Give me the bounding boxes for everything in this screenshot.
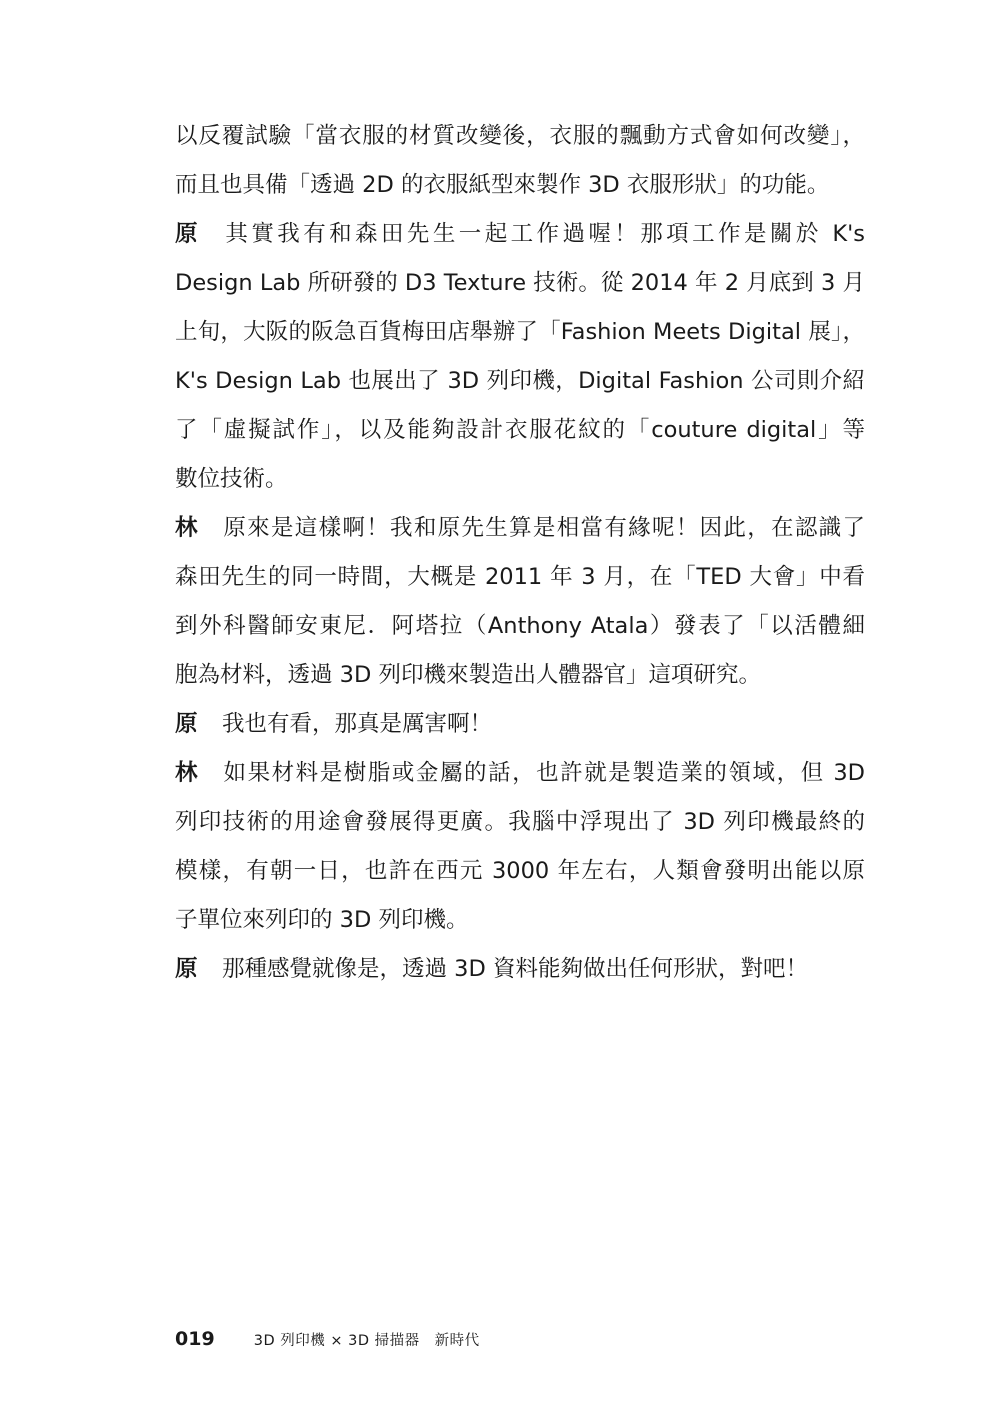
speaker-label: 原 (175, 221, 198, 247)
text-line: 了「虛擬試作」，以及能夠設計衣服花紋的「couture digital」等 (175, 417, 865, 443)
body-text (175, 112, 865, 994)
text-line: 其實我有和森田先生一起工作過喔！那項工作是關於 K's (222, 221, 865, 247)
text-line: 原來是這樣啊！我和原先生算是相當有緣呢！因此，在認識了 (222, 515, 865, 541)
speaker-label: 林 (175, 515, 198, 541)
text-line: 以反覆試驗「當衣服的材質改變後，衣服的飄動方式會如何改變」， (175, 123, 865, 149)
text-line: 如果材料是樹脂或金屬的話，也許就是製造業的領域，但 3D (222, 760, 865, 786)
text-line: 模樣，有朝一日，也許在西元 3000 年左右，人類會發明出能以原 (175, 858, 865, 884)
text-line: 胞為材料，透過 3D 列印機來製造出人體器官」這項研究。 (175, 662, 761, 688)
paragraph (175, 210, 865, 504)
page-footer (175, 1326, 480, 1352)
text-line: 而且也具備「透過 2D 的衣服紙型來製作 3D 衣服形狀」的功能。 (175, 172, 830, 198)
text-line: 到外科醫師安東尼．阿塔拉（Anthony Atala）發表了「以活體細 (175, 613, 865, 639)
text-line: 那種感覺就像是，透過 3D 資料能夠做出任何形狀，對吧！ (222, 956, 808, 982)
paragraph (175, 504, 865, 700)
text-line: K's Design Lab 也展出了 3D 列印機，Digital Fashion 公司則介紹 (175, 368, 865, 394)
text-line: 數位技術。 (175, 466, 288, 492)
paragraph (175, 112, 865, 210)
text-line: 我也有看，那真是厲害啊！ (222, 711, 493, 737)
text-line: 上旬，大阪的阪急百貨梅田店舉辦了「Fashion Meets Digital 展」， (175, 319, 865, 345)
speaker-label: 原 (175, 711, 198, 737)
speaker-label: 林 (175, 760, 198, 786)
paragraph (175, 700, 865, 749)
text-line: Design Lab 所研發的 D3 Texture 技術。從 2014 年 2 月底到 3 月 (175, 270, 865, 296)
speaker-label: 原 (175, 956, 198, 982)
paragraph (175, 945, 865, 994)
text-line: 森田先生的同一時間，大概是 2011 年 3 月，在「TED 大會」中看 (175, 564, 865, 590)
running-title: 3D 列印機 × 3D 掃描器 新時代 (253, 1333, 480, 1349)
text-line: 列印技術的用途會發展得更廣。我腦中浮現出了 3D 列印機最終的 (175, 809, 865, 835)
text-line: 子單位來列印的 3D 列印機。 (175, 907, 469, 933)
page-number: 019 (175, 1328, 215, 1350)
paragraph (175, 749, 865, 945)
